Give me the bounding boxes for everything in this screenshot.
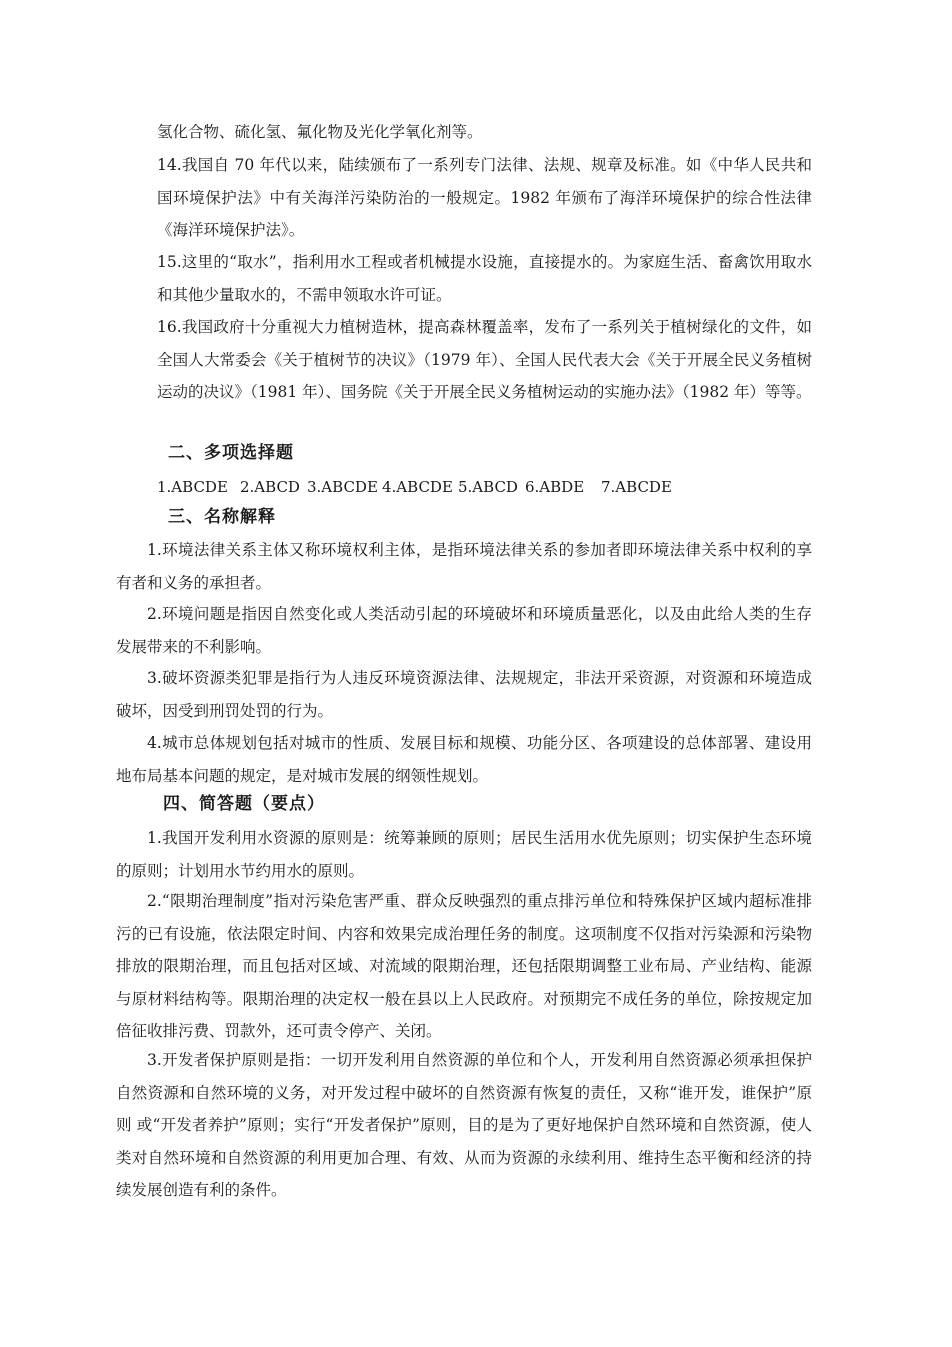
section-heading-multiple-choice: 二、多项选择题 xyxy=(168,443,294,463)
answer-2: 2.ABCD xyxy=(240,478,300,496)
section-heading-definitions: 三、名称解释 xyxy=(168,507,276,527)
answer-5: 5.ABCD xyxy=(458,478,518,496)
short-answer-1: 1.我国开发利用水资源的原则是：统筹兼顾的原则；居民生活用水优先原则；切实保护生态环境的原则；计划用水节约用水的原则。 xyxy=(116,829,812,880)
definition-1: 1.环境法律关系主体又称环境权利主体，是指环境法律关系的参加者即环境法律关系中权利的享有者和义务的承担者。 xyxy=(116,541,812,592)
item-15: 15.这里的“取水”，指利用水工程或者机械提水设施，直接提水的。为家庭生活、畜禽饮用取水和其他少量取水的，不需申领取水许可证。 xyxy=(157,253,812,304)
item-16: 16.我国政府十分重视大力植树造林，提高森林覆盖率，发布了一系列关于植树绿化的文件，如全国人大常委会《关于植树节的决议》（1979 年）、全国人民代表大会《关于开展全民义务植树运动的决议》（1981 年）、国务院《关于开展全民义务植树运动的实施办法》（1982 年）等等。 xyxy=(157,318,812,402)
answer-4: 4.ABCDE xyxy=(382,478,453,496)
item-13-continuation: 氢化合物、硫化氢、氟化物及光化学氧化剂等。 xyxy=(157,123,483,141)
short-answer-2: 2.“限期治理制度”指对污染危害严重、群众反映强烈的重点排污单位和特殊保护区域内超标准排污的已有设施，依法限定时间、内容和效果完成治理任务的制度。这项制度不仅指对污染源和污染物排放的限期治理，而且包括对区域、对流域的限期治理，还包括限期调整工业布局、产业结构、能源与原材料结构等。限期治理的决定权一般在县以上人民政府。对预期完不成任务的单位，除按规定加倍征收排污费、罚款外，还可责令停产、关闭。 xyxy=(116,892,812,1041)
answer-3: 3.ABCDE xyxy=(307,478,378,496)
answer-6: 6.ABDE xyxy=(525,478,585,496)
answer-1: 1.ABCDE xyxy=(157,478,228,496)
multiple-choice-answers xyxy=(157,473,672,501)
definition-3: 3.破坏资源类犯罪是指行为人违反环境资源法律、法规规定，非法开采资源，对资源和环境造成破坏，因受到刑罚处罚的行为。 xyxy=(116,669,812,720)
item-14: 14.我国自 70 年代以来，陆续颁布了一系列专门法律、法规、规章及标准。如《中华人民共和国环境保护法》中有关海洋污染防治的一般规定。1982 年颁布了海洋环境保护的综合性法律《海洋环境保护法》。 xyxy=(157,156,812,240)
answer-7: 7.ABCDE xyxy=(601,478,672,496)
section-heading-short-answer: 四、简答题（要点） xyxy=(163,794,325,814)
definition-2: 2.环境问题是指因自然变化或人类活动引起的环境破坏和环境质量恶化，以及由此给人类的生存发展带来的不利影响。 xyxy=(116,605,812,656)
short-answer-3: 3.开发者保护原则是指：一切开发利用自然资源的单位和个人，开发利用自然资源必须承担保护自然资源和自然环境的义务，对开发过程中破坏的自然资源有恢复的责任，又称“谁开发，谁保护”原则 或“开发者养护”原则；实行“开发者保护”原则，目的是为了更好地保护自然环境和自然资源，使人类对自然环境和自然资源的利用更加合理、有效、从而为资源的永续利用、维持生态平衡和经济的持续发展创造有利的条件。 xyxy=(116,1051,812,1200)
definition-4: 4.城市总体规划包括对城市的性质、发展目标和规模、功能分区、各项建设的总体部署、建设用地布局基本问题的规定，是对城市发展的纲领性规划。 xyxy=(116,734,812,785)
